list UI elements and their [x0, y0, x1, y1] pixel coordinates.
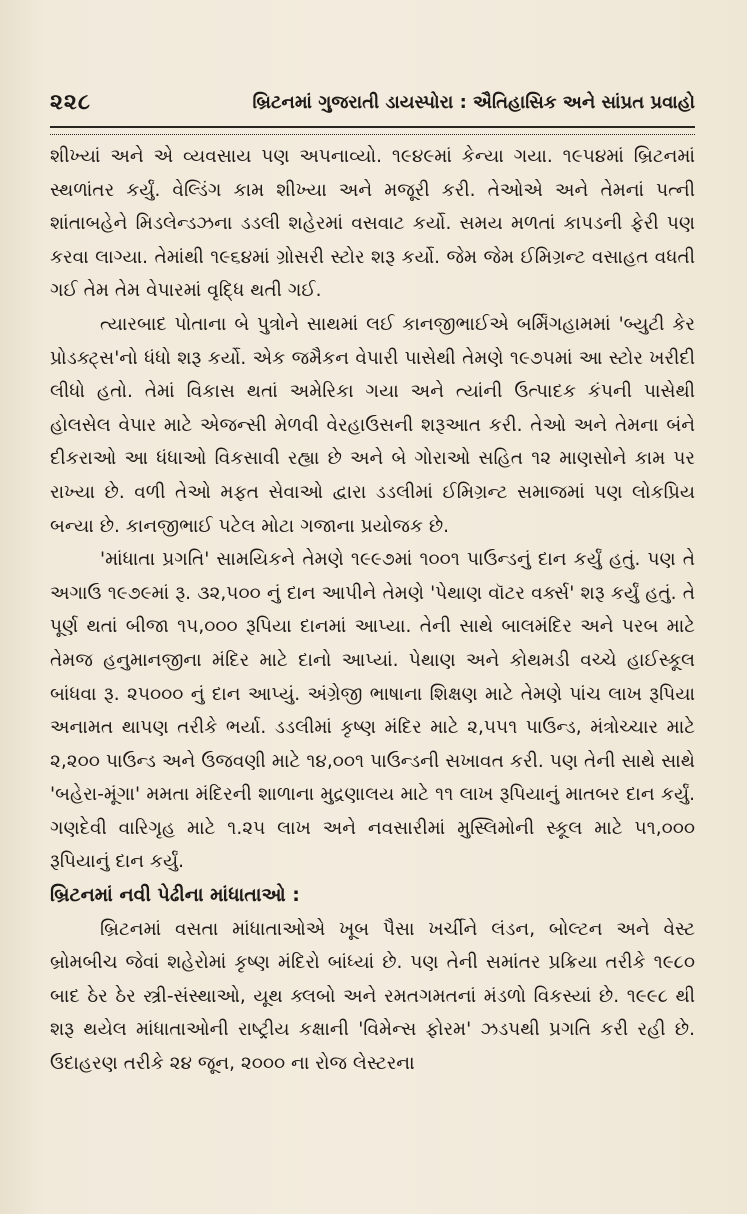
paragraph-continued: શીખ્યાં અને એ વ્યવસાય પણ અપનાવ્યો. ૧૯૪૯માં કેન્યા ગયા. ૧૯૫૪માં બ્રિટનમાં સ્થળાંતર કર્યું. વેલ્ડિંગ કામ શીખ્યા અને મજૂરી કરી. તેઓએ અને તેમનાં પત્ની શાંતાબહેને મિડલેન્ડઝના ડડલી શહેરમાં વસવાટ કર્યો. સમય મળતાં કાપડની ફેરી પણ કરવા લાગ્યા. તેમાંથી ૧૯૬૪માં ગ્રોસરી સ્ટોર શરૂ કર્યો. જેમ જેમ ઈમિગ્રન્ટ વસાહત વધતી ગઈ તેમ તેમ વેપારમાં વૃદ્ધિ થતી ગઈ. [50, 146, 695, 302]
paragraph-donations: 'માંધાતા પ્રગતિ' સામયિકને તેમણે ૧૯૯૭માં ૧૦૦૧ પાઉન્ડનું દાન કર્યું હતું. પણ તે અગાઉ ૧૯૭૯માં રૂ. ૩૨,૫૦૦ નું દાન આપીને તેમણે 'પેથાણ વૉટર વર્ક્સ' શરૂ કર્યું હતું. તે પૂર્ણ થતાં બીજા ૧૫,૦૦૦ રૂપિયા દાનમાં આપ્યા. તેની સાથે બાલમંદિર અને પરબ માટે તેમજ હનુમાનજીના મંદિર માટે દાનો આપ્યાં. પેથાણ અને કોથમડી વચ્ચે હાઈસ્કૂલ બાંધવા રૂ. ૨૫૦૦૦ નું દાન આપ્યું. અંગ્રેજી ભાષાના શિક્ષણ માટે તેમણે પાંચ લાખ રૂપિયા અનામત થાપણ તરીકે ભર્યા. ડડલીમાં કૃષ્ણ મંદિર માટે ૨,૫૫૧ પાઉન્ડ, મંત્રોચ્ચાર માટે ૨,૨૦૦ પાઉન્ડ અને ઉજવણી માટે ૧૪,૦૦૧ પાઉન્ડની સખાવત કરી. પણ તેની સાથે સાથે 'બહેરા-મૂંગા' મમતા મંદિરની શાળાના મુદ્રણાલય માટે ૧૧ લાખ રૂપિયાનું માતબર દાન કર્યું. ગણદેવી વારિગૃહ માટે ૧.૨૫ લાખ અને નવસારીમાં મુસ્લિમોની સ્કૂલ માટે ૫૧,૦૦૦ રૂપિયાનું દાન કર્યું. [50, 549, 695, 873]
page-header [50, 90, 695, 124]
header-divider [50, 126, 695, 135]
section-heading: બ્રિટનમાં નવી પેઢીના માંધાતાઓ : [50, 884, 300, 907]
page-number: ૨૨૮ [50, 90, 91, 115]
paragraph-new-generation: બ્રિટનમાં વસતા માંધાતાઓએ ખૂબ પૈસા ખર્ચીને લંડન, બોલ્ટન અને વેસ્ટ બ્રોમબીચ જેવાં શહેરોમાં કૃષ્ણ મંદિરો બાંધ્યાં છે. પણ તેની સમાંતર પ્રક્રિયા તરીકે ૧૯૮૦ બાદ ઠેર ઠેર સ્ત્રી-સંસ્થાઓ, યૂથ ક્લબો અને રમતગમતનાં મંડળો વિકસ્યાં છે. ૧૯૯૮ થી શરૂ થયેલ માંધાતાઓની રાષ્ટ્રીય કક્ષાની 'વિમેન્સ ફોરમ' ઝડપથી પ્રગતિ કરી રહી છે. ઉદાહરણ તરીકે ૨૪ જૂન, ૨૦૦૦ ના રોજ લેસ્ટરના [50, 918, 695, 1075]
body-text [50, 140, 695, 1081]
running-title: બ્રિટનમાં ગુજરાતી ડાયસ્પોરા : ઐતિહાસિક અને સાંપ્રત પ્રવાહો [252, 92, 695, 113]
paragraph-beauty-care: ત્યારબાદ પોતાના બે પુત્રોને સાથમાં લઈ કાનજીભાઈએ બર્મિંગહામમાં 'બ્યુટી કેર પ્રોડક્ટ્સ'નો ધંધો શરૂ કર્યો. એક જમૈકન વેપારી પાસેથી તેમણે ૧૯૭૫માં આ સ્ટોર ખરીદી લીધો હતો. તેમાં વિકાસ થતાં અમેરિકા ગયા અને ત્યાંની ઉત્પાદક કંપની પાસેથી હોલસેલ વેપાર માટે એજન્સી મેળવી વેરહાઉસની શરૂઆત કરી. તેઓ અને તેમના બંને દીકરાઓ આ ધંધાઓ વિકસાવી રહ્યા છે અને બે ગોરાઓ સહિત ૧૨ માણસોને કામ પર રાખ્યા છે. વળી તેઓ મફત સેવાઓ દ્વારા ડડલીમાં ઈમિગ્રન્ટ સમાજમાં પણ લોકપ્રિય બન્યા છે. કાનજીભાઈ પટેલ મોટા ગજાના પ્રયોજક છે. [50, 313, 695, 537]
